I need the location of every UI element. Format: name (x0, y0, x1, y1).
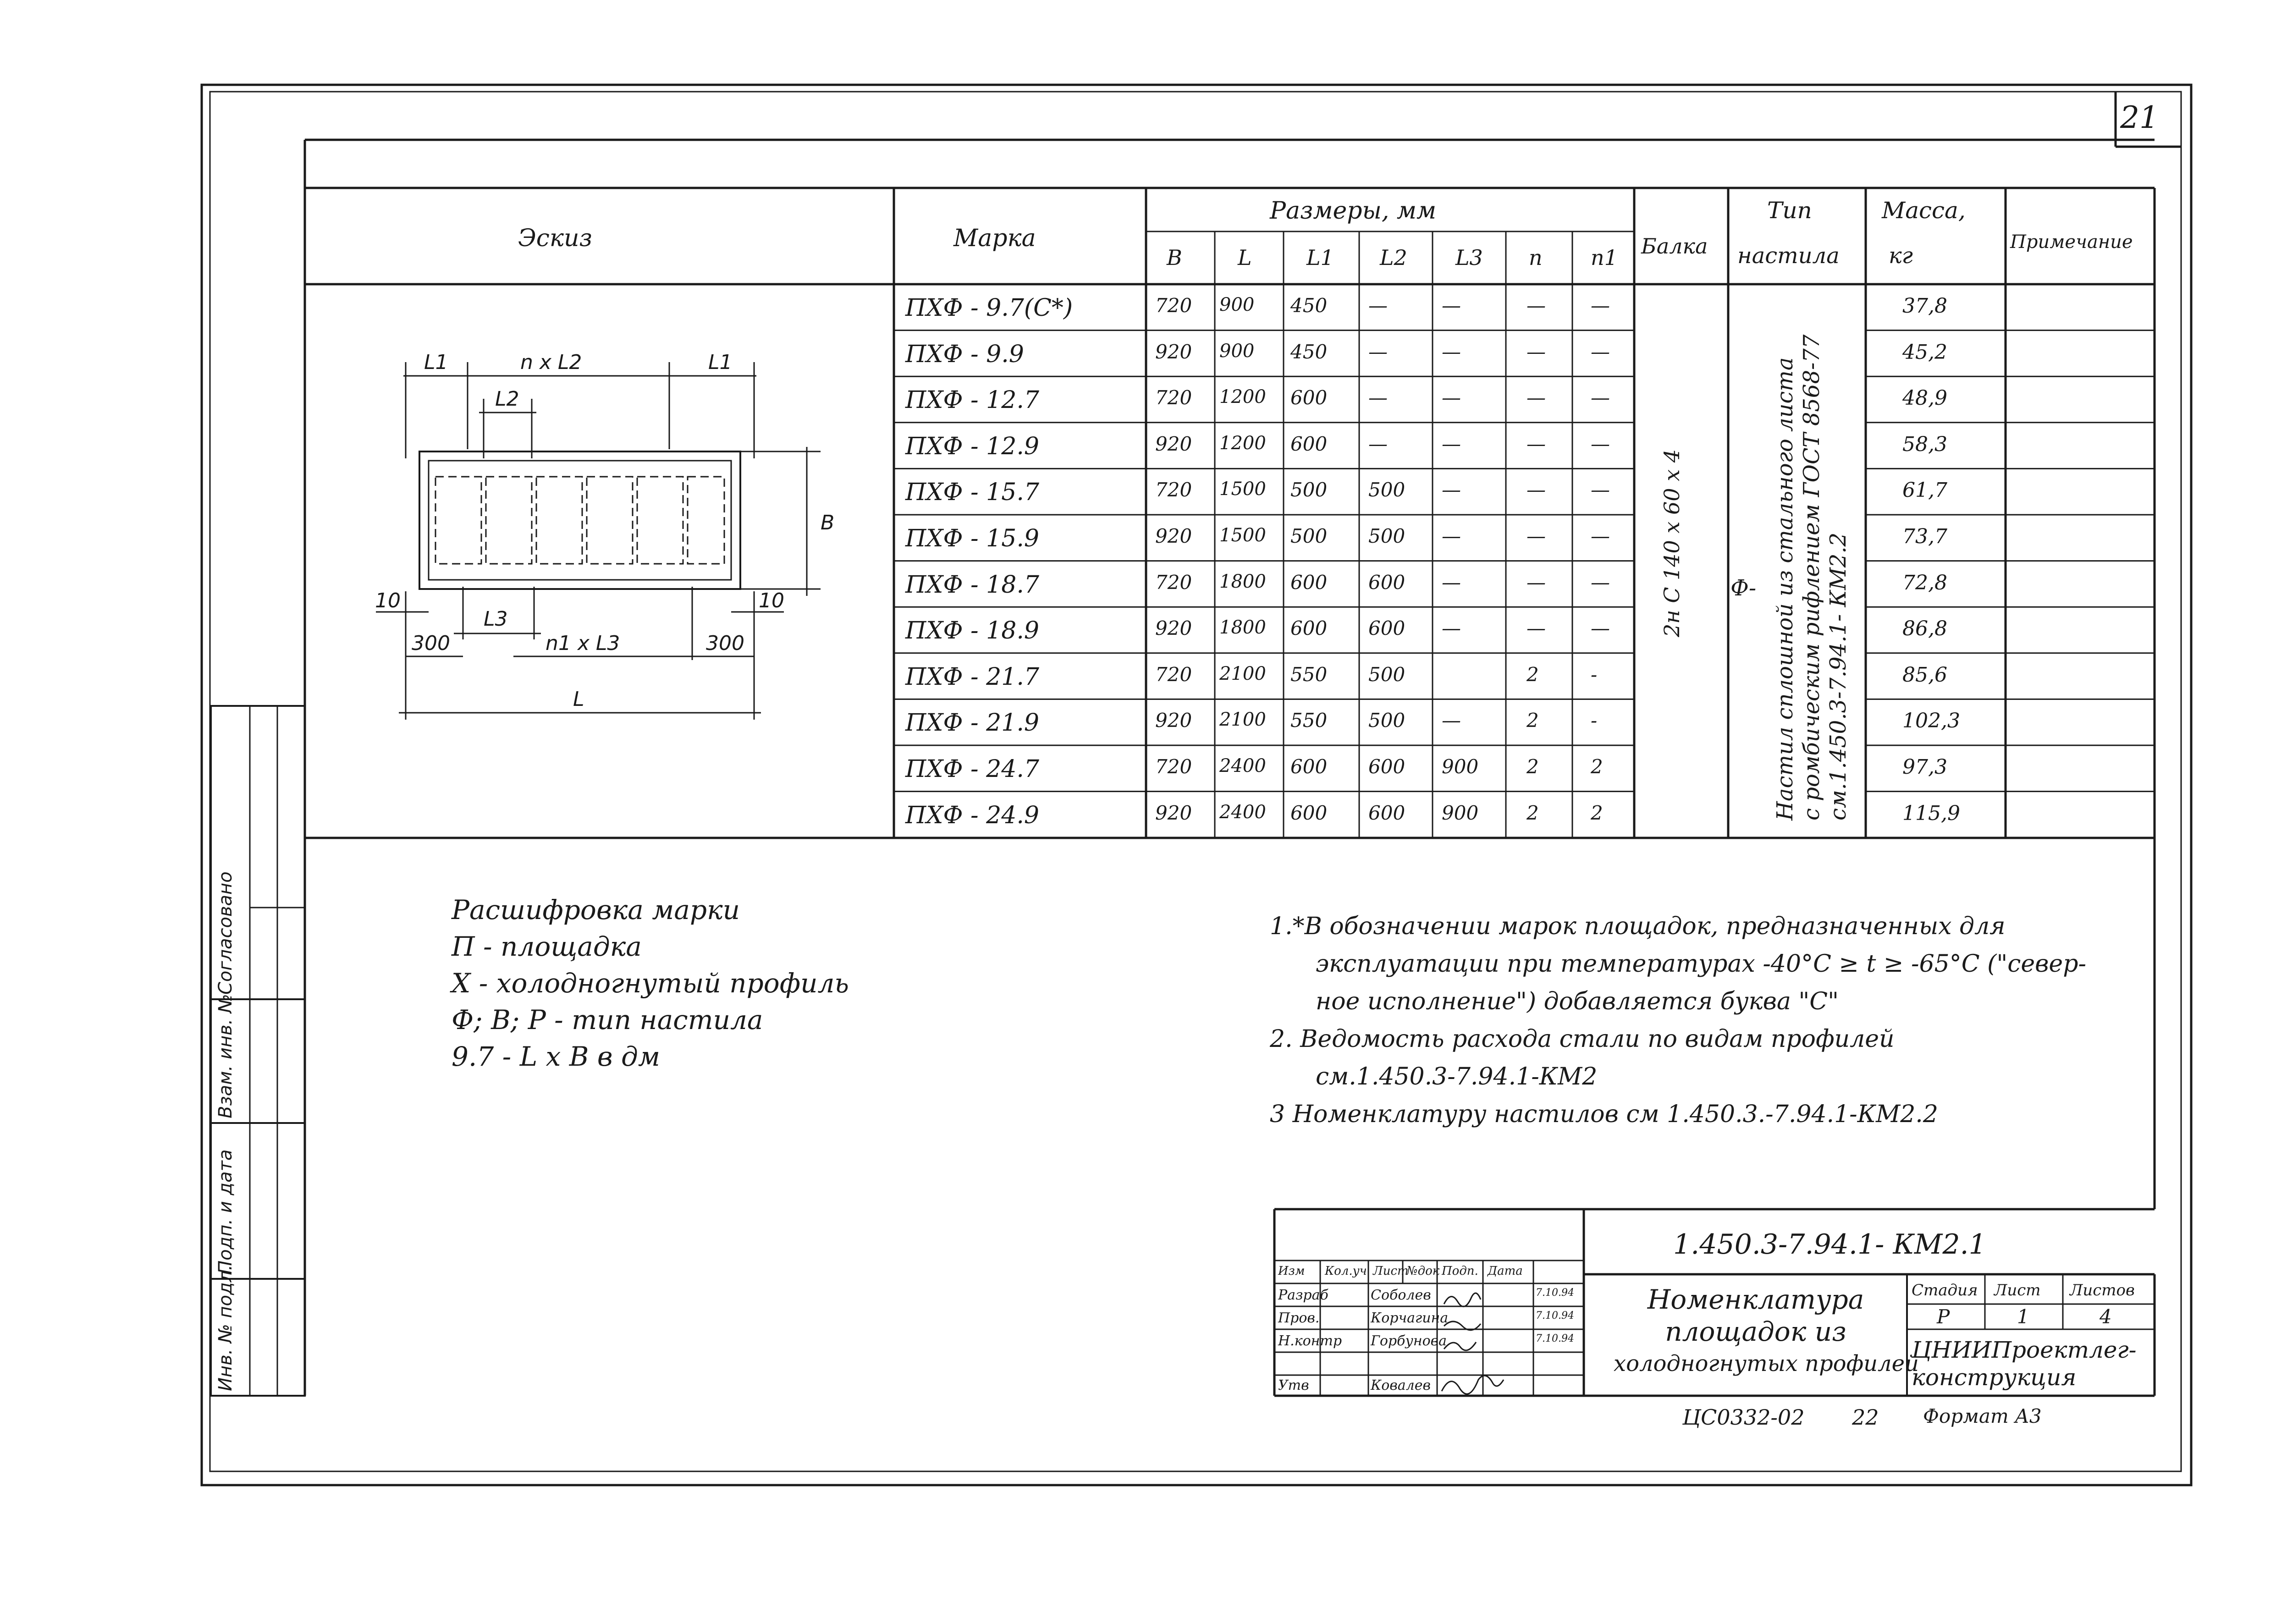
cell-l2: 600 (1368, 617, 1405, 640)
footer-format: Формат А3 (1923, 1405, 2042, 1427)
cell-n: — (1527, 294, 1546, 317)
cell-n1: - (1591, 663, 1598, 686)
dim-header: n1 (1591, 245, 1618, 270)
sheet-label: Лист (1994, 1281, 2041, 1299)
cell-n: — (1527, 432, 1546, 455)
cell-l3: 900 (1442, 755, 1479, 778)
cell-l1: 600 (1290, 617, 1328, 640)
deck-type-line: Настил сплошной из стального листа (1772, 357, 1798, 820)
cell-l3: 900 (1442, 801, 1479, 824)
cell-b: 920 (1155, 801, 1192, 824)
deck-symbol: Ф- (1730, 575, 1757, 601)
cell-b: 720 (1155, 755, 1192, 778)
tb-staff-role: Утв (1278, 1377, 1309, 1393)
legend-line: П - площадка (452, 931, 642, 962)
sketch-label-300-left: 300 (412, 632, 450, 655)
stage-value: Р (1937, 1305, 1950, 1328)
stamp-sign-date: Подп. и дата (215, 1149, 236, 1274)
cell-n: — (1527, 525, 1546, 547)
row-mark: ПХФ - 18.9 (905, 617, 1039, 645)
cell-n1: — (1591, 294, 1610, 317)
note-line: 2. Ведомость расхода стали по видам профилей (1270, 1025, 1895, 1053)
cell-n1: — (1591, 525, 1610, 547)
row-mark: ПХФ - 24.9 (905, 801, 1039, 829)
tb-staff-role: Разраб (1278, 1287, 1328, 1303)
cell-mass: 97,3 (1902, 755, 1947, 779)
deck-type-line: см.1.450.3-7.94.1- КМ2.2 (1825, 532, 1851, 820)
cell-mass: 45,2 (1902, 340, 1947, 364)
org-line: ЦНИИПроектлег- (1912, 1337, 2137, 1363)
cell-mass: 61,7 (1902, 479, 1947, 502)
sketch-label-nxl2: n х L2 (520, 351, 582, 374)
note-line: ное исполнение") добавляется буква "С" (1316, 988, 1839, 1015)
cell-n1: — (1591, 571, 1610, 594)
doc-title-line: холодногнутых профилей (1614, 1351, 1919, 1376)
cell-l2: — (1368, 432, 1388, 455)
cell-l2: 600 (1368, 801, 1405, 824)
cell-b: 720 (1155, 294, 1192, 317)
note-line: эксплуатации при температурах -40°С ≥ t ≥ -65°С ("север- (1316, 950, 2087, 978)
footer-inv: ЦС0332-02 (1682, 1405, 1805, 1430)
cell-l: 1800 (1219, 617, 1266, 639)
cell-l: 1200 (1219, 386, 1266, 408)
cell-l: 1500 (1219, 525, 1266, 546)
cell-n: 2 (1527, 801, 1539, 824)
deck-type-line: с ромбическим рифлением ГОСТ 8568-77 (1799, 334, 1824, 820)
tb-header: Подп. (1442, 1264, 1478, 1278)
stamp-inv-orig: Инв. № подл. (215, 1265, 236, 1391)
row-mark: ПХФ - 21.9 (905, 709, 1039, 737)
note-line: 3 Номенклатуру настилов см 1.450.3.-7.94.1-КМ2.2 (1270, 1101, 1938, 1128)
cell-l: 2400 (1219, 801, 1266, 823)
sheet-value: 1 (2017, 1305, 2029, 1328)
cell-mass: 86,8 (1902, 617, 1947, 641)
row-mark: ПХФ - 12.9 (905, 432, 1039, 460)
cell-l2: 500 (1368, 663, 1405, 686)
tb-staff-name: Ковалев (1371, 1377, 1431, 1393)
cell-mass: 58,3 (1902, 432, 1947, 456)
cell-n1: - (1591, 709, 1598, 732)
cell-n1: — (1591, 617, 1610, 640)
cell-n1: — (1591, 386, 1610, 409)
sketch-label-l1-left: L1 (424, 351, 448, 374)
cell-l1: 450 (1290, 294, 1328, 317)
cell-l3: — (1442, 571, 1461, 594)
cell-l1: 450 (1290, 340, 1328, 363)
tb-staff-role: Н.контр (1278, 1333, 1342, 1349)
tb-staff-date: 7.10.94 (1536, 1287, 1574, 1299)
cell-n1: — (1591, 432, 1610, 455)
header-mark: Марка (953, 225, 1036, 252)
cell-l1: 600 (1290, 432, 1328, 455)
header-dimensions: Размеры, мм (1270, 197, 1437, 225)
row-mark: ПХФ - 9.7(С*) (905, 294, 1073, 322)
cell-b: 920 (1155, 709, 1192, 732)
cell-b: 720 (1155, 571, 1192, 594)
cell-mass: 115,9 (1902, 801, 1960, 825)
tb-staff-date: 7.10.94 (1536, 1333, 1574, 1344)
cell-l1: 600 (1290, 386, 1328, 409)
notes (1270, 908, 2086, 1133)
sketch-label-10-left: 10 (375, 589, 401, 612)
cell-b: 720 (1155, 663, 1192, 686)
cell-l2: — (1368, 386, 1388, 409)
cell-b: 920 (1155, 525, 1192, 547)
cell-n1: 2 (1591, 755, 1603, 778)
legend-title: Расшифровка марки (452, 894, 740, 925)
cell-mass: 85,6 (1902, 663, 1947, 687)
note-line: 1.*В обозначении марок площадок, предназначенных для (1270, 913, 2006, 940)
cell-l: 1500 (1219, 479, 1266, 500)
header-mass-2: кг (1889, 243, 1913, 269)
header-note: Примечание (2010, 231, 2133, 253)
tb-staff-date: 7.10.94 (1536, 1310, 1574, 1321)
header-beam: Балка (1641, 234, 1708, 259)
cell-l: 1800 (1219, 571, 1266, 592)
row-mark: ПХФ - 15.9 (905, 525, 1039, 552)
dim-header: n (1529, 245, 1543, 270)
cell-l: 1200 (1219, 432, 1266, 454)
legend-line: 9.7 - L х В в дм (452, 1041, 660, 1072)
header-sketch: Эскиз (518, 225, 592, 252)
tb-header: Кол.уч (1325, 1264, 1367, 1278)
doc-title (1614, 1283, 1919, 1380)
cell-mass: 48,9 (1902, 386, 1947, 410)
tb-staff-role: Пров. (1278, 1310, 1320, 1326)
sketch-label-l: L (573, 688, 584, 711)
row-mark: ПХФ - 15.7 (905, 479, 1039, 506)
header-mass-1: Масса, (1882, 197, 1966, 224)
tb-staff-name: Соболев (1371, 1287, 1431, 1303)
cell-b: 720 (1155, 386, 1192, 409)
sketch-label-b: B (821, 511, 835, 534)
footer-num: 22 (1852, 1405, 1879, 1430)
cell-l: 2100 (1219, 663, 1266, 684)
sheet-number: 21 (2120, 100, 2159, 135)
cell-l1: 550 (1290, 709, 1328, 732)
cell-n: — (1527, 571, 1546, 594)
cell-n: 2 (1527, 755, 1539, 778)
organization (1912, 1336, 2137, 1391)
cell-l1: 500 (1290, 479, 1328, 501)
legend (452, 892, 849, 1075)
tb-header: №док (1406, 1264, 1440, 1278)
cell-b: 920 (1155, 432, 1192, 455)
cell-mass: 72,8 (1902, 571, 1947, 595)
cell-n: — (1527, 479, 1546, 501)
stamp-replace-inv: Взам. инв. № (215, 994, 236, 1118)
stage-label: Стадия (1912, 1281, 1978, 1299)
tb-staff-name: Горбунова (1371, 1333, 1447, 1349)
sketch-label-l2: L2 (495, 387, 519, 411)
dim-header: B (1167, 245, 1182, 270)
sketch-label-10-right: 10 (759, 589, 784, 612)
row-mark: ПХФ - 9.9 (905, 340, 1024, 368)
sheets-value: 4 (2100, 1305, 2112, 1328)
dim-header: L3 (1455, 245, 1483, 270)
tb-header: Лист (1373, 1264, 1409, 1278)
cell-l1: 600 (1290, 801, 1328, 824)
doc-title-line: Номенклатура (1647, 1284, 1864, 1315)
cell-n: 2 (1527, 663, 1539, 686)
tb-staff-name: Корчагина (1371, 1310, 1449, 1326)
sketch-drawing (376, 362, 821, 720)
sheets-label: Листов (2070, 1281, 2135, 1299)
cell-l1: 600 (1290, 571, 1328, 594)
deck-type-text (1772, 335, 1852, 820)
cell-n: — (1527, 340, 1546, 363)
stamp-agreed: Согласовано (215, 871, 236, 995)
cell-mass: 73,7 (1902, 525, 1947, 548)
cell-l: 900 (1219, 340, 1255, 362)
header-deck-type-1: Тип (1767, 197, 1812, 224)
dim-header: L1 (1306, 245, 1334, 270)
cell-l1: 600 (1290, 755, 1328, 778)
cell-n1: — (1591, 340, 1610, 363)
cell-l3: — (1442, 432, 1461, 455)
cell-l3: — (1442, 709, 1461, 732)
cell-mass: 37,8 (1902, 294, 1947, 318)
sketch-label-300-right: 300 (706, 632, 744, 655)
tb-header: Дата (1488, 1264, 1523, 1278)
header-deck-type-2: настила (1737, 243, 1840, 269)
cell-n1: — (1591, 479, 1610, 501)
cell-l2: 500 (1368, 709, 1405, 732)
sketch-label-l3: L3 (484, 607, 508, 631)
cell-l2: 600 (1368, 571, 1405, 594)
tb-header: Изм (1278, 1264, 1305, 1278)
cell-l3: — (1442, 479, 1461, 501)
cell-l1: 500 (1290, 525, 1328, 547)
row-mark: ПХФ - 12.7 (905, 386, 1039, 414)
cell-l: 900 (1219, 294, 1255, 315)
sketch-label-l1-right: L1 (708, 351, 733, 374)
cell-b: 720 (1155, 479, 1192, 501)
signatures (1442, 1293, 1504, 1394)
cell-b: 920 (1155, 340, 1192, 363)
cell-l3: — (1442, 340, 1461, 363)
legend-line: Х - холодногнутый профиль (452, 968, 849, 999)
cell-l3: — (1442, 386, 1461, 409)
note-line: см.1.450.3-7.94.1-КМ2 (1316, 1063, 1598, 1090)
cell-l2: 500 (1368, 525, 1405, 547)
cell-l2: 500 (1368, 479, 1405, 501)
cell-n: — (1527, 617, 1546, 640)
row-mark: ПХФ - 21.7 (905, 663, 1039, 691)
cell-b: 920 (1155, 617, 1192, 640)
cell-l3: — (1442, 294, 1461, 317)
sketch-label-n1xl3: n1 х L3 (546, 632, 620, 655)
cell-n: — (1527, 386, 1546, 409)
cell-mass: 102,3 (1902, 709, 1960, 733)
cell-l2: — (1368, 294, 1388, 317)
row-mark: ПХФ - 18.7 (905, 571, 1039, 599)
cell-l3: — (1442, 617, 1461, 640)
cell-l: 2400 (1219, 755, 1266, 776)
cell-l: 2100 (1219, 709, 1266, 731)
cell-l2: — (1368, 340, 1388, 363)
org-line: конструкция (1912, 1364, 2077, 1391)
dim-header: L (1238, 245, 1252, 270)
cell-n1: 2 (1591, 801, 1603, 824)
dim-header: L2 (1380, 245, 1407, 270)
row-mark: ПХФ - 24.7 (905, 755, 1039, 783)
cell-l2: 600 (1368, 755, 1405, 778)
cell-l3: — (1442, 525, 1461, 547)
beam-value: 2н С 140 х 60 х 4 (1659, 449, 1684, 637)
legend-line: Ф; В; Р - тип настила (452, 1004, 763, 1035)
cell-l1: 550 (1290, 663, 1328, 686)
doc-title-line: площадок из (1665, 1316, 1846, 1347)
doc-code: 1.450.3-7.94.1- КМ2.1 (1673, 1228, 1986, 1261)
inner-frame (210, 92, 2181, 1471)
cell-n: 2 (1527, 709, 1539, 732)
